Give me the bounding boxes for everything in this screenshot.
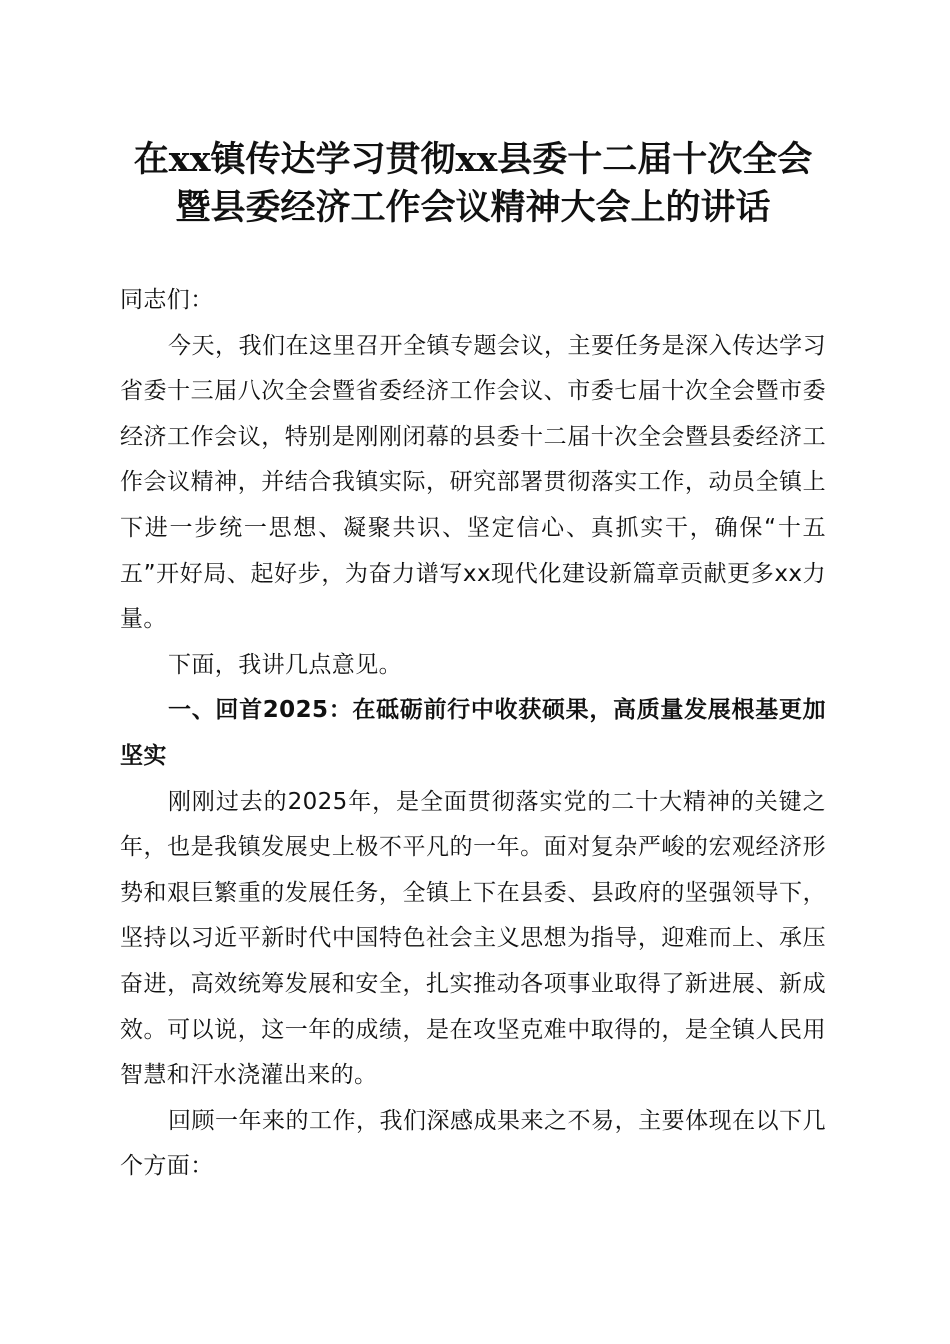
document-page <box>120 136 826 1190</box>
paragraph-review: 刚刚过去的2025年，是全面贯彻落实党的二十大精神的关键之年，也是我镇发展史上极不平凡的一年。面对复杂严峻的宏观经济形势和艰巨繁重的发展任务，全镇上下在县委、县政府的坚强领导下，坚持以习近平新时代中国特色社会主义思想为指导，迎难而上、承压奋进，高效统筹发展和安全，扎实推动各项事业取得了新进展、新成效。可以说，这一年的成绩，是在攻坚克难中取得的，是全镇人民用智慧和汗水浇灌出来的。 <box>120 788 826 1089</box>
paragraph-intro: 今天，我们在这里召开全镇专题会议，主要任务是深入传达学习省委十三届八次全会暨省委经济工作会议、市委七届十次全会暨市委经济工作会议，特别是刚刚闭幕的县委十二届十次全会暨县委经济工作会议精神，并结合我镇实际，研究部署贯彻落实工作，动员全镇上下进一步统一思想、凝聚共识、坚定信心、真抓实干，确保“十五五”开好局、起好步，为奋力谱写xx现代化建设新篇章贡献更多xx力量。 <box>120 332 826 633</box>
paragraph-transition: 下面，我讲几点意见。 <box>168 651 402 678</box>
title-line-2: 暨县委经济工作会议精神大会上的讲话 <box>175 187 771 228</box>
paragraph-aspects: 回顾一年来的工作，我们深感成果来之不易，主要体现在以下几个方面： <box>120 1107 826 1180</box>
title-line-1: 在xx镇传达学习贯彻xx县委十二届十次全会 <box>133 139 813 180</box>
document-body <box>120 278 826 1190</box>
document-title <box>120 136 826 232</box>
section-heading-1: 一、回首2025：在砥砺前行中收获硕果，高质量发展根基更加坚实 <box>120 697 826 769</box>
salutation: 同志们： <box>120 287 214 313</box>
